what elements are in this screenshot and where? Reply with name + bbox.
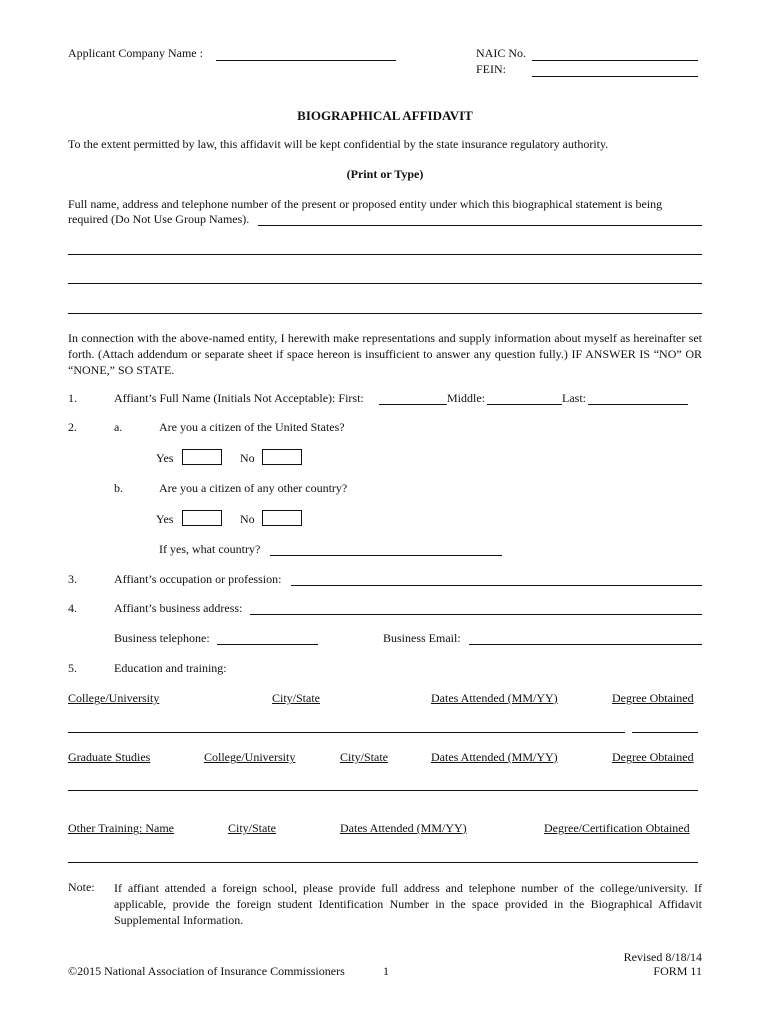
middle-label: Middle: xyxy=(447,391,485,405)
fein-field[interactable] xyxy=(532,76,698,77)
entity-instruction-line1: Full name, address and telephone number of the present or proposed entity under which this biographical statement is being xyxy=(68,197,663,211)
business-address-field[interactable] xyxy=(250,614,702,615)
graduate-header-degree: Degree Obtained xyxy=(612,750,694,764)
q2a-no-checkbox[interactable] xyxy=(262,449,302,465)
q2-number: 2. xyxy=(68,420,77,434)
graduate-header-studies: Graduate Studies xyxy=(68,750,151,764)
other-header-name: Other Training: Name xyxy=(68,821,174,835)
q5-number: 5. xyxy=(68,661,77,675)
q2b-no-label: No xyxy=(240,512,255,526)
last-label: Last: xyxy=(562,391,586,405)
q1-label: Affiant’s Full Name (Initials Not Acceptable): First: xyxy=(114,391,364,405)
confidential-note: To the extent permitted by law, this affidavit will be kept confidential by the state insurance regulatory authority. xyxy=(68,137,609,151)
entity-field-line-2[interactable] xyxy=(68,254,702,255)
q2a-yes-label: Yes xyxy=(156,451,174,465)
business-telephone-field[interactable] xyxy=(217,644,318,645)
q3-label: Affiant’s occupation or profession: xyxy=(114,572,282,586)
q2b-yes-label: Yes xyxy=(156,512,174,526)
footer-copyright: ©2015 National Association of Insurance Commissioners xyxy=(68,964,345,978)
footer-form-number: FORM 11 xyxy=(653,964,702,978)
college-header-dates: Dates Attended (MM/YY) xyxy=(431,691,558,705)
entity-field-line-4[interactable] xyxy=(68,313,702,314)
other-header-city: City/State xyxy=(228,821,276,835)
q4-number: 4. xyxy=(68,601,77,615)
footer-page-number: 1 xyxy=(383,964,389,978)
other-header-dates: Dates Attended (MM/YY) xyxy=(340,821,467,835)
note-text: If affiant attended a foreign school, please provide full address and telephone number of the college/university. If applicable, provide the foreign student Identification Number in the space provided in the Biographical Affidavit Supplemental Information. xyxy=(114,881,702,927)
q4-label: Affiant’s business address: xyxy=(114,601,243,615)
entity-field-line-3[interactable] xyxy=(68,283,702,284)
graduate-entry-line[interactable] xyxy=(68,790,698,791)
representation-paragraph: In connection with the above-named entity, I herewith make representations and supply information about myself as hereinafter set forth. (Attach addendum or separate sheet if space hereon is insufficient to answer any question fully.) IF ANSWER IS “NO” OR “NONE,” SO STATE. xyxy=(68,331,702,377)
q2a-yes-checkbox[interactable] xyxy=(182,449,222,465)
footer-revised: Revised 8/18/14 xyxy=(623,950,702,964)
college-header-city: City/State xyxy=(272,691,320,705)
middle-name-field[interactable] xyxy=(487,404,562,405)
entity-instruction-line2: required (Do Not Use Group Names). xyxy=(68,212,250,226)
other-country-label: If yes, what country? xyxy=(159,542,261,556)
page-title: BIOGRAPHICAL AFFIDAVIT xyxy=(297,108,473,123)
entity-field-line-1[interactable] xyxy=(258,225,702,226)
business-telephone-label: Business telephone: xyxy=(114,631,210,645)
applicant-company-field[interactable] xyxy=(216,60,396,61)
naic-field[interactable] xyxy=(532,60,698,61)
note-label: Note: xyxy=(68,880,95,894)
q2b-letter: b. xyxy=(114,481,123,495)
naic-label: NAIC No. xyxy=(476,46,526,60)
applicant-company-label: Applicant Company Name : xyxy=(68,46,203,60)
occupation-field[interactable] xyxy=(291,585,702,586)
q2a-letter: a. xyxy=(114,420,123,434)
other-entry-line[interactable] xyxy=(68,862,698,863)
business-email-label: Business Email: xyxy=(383,631,461,645)
graduate-header-college: College/University xyxy=(204,750,296,764)
college-entry-line[interactable] xyxy=(68,732,625,733)
fein-label: FEIN: xyxy=(476,62,506,76)
last-name-field[interactable] xyxy=(588,404,688,405)
other-header-degree: Degree/Certification Obtained xyxy=(544,821,690,835)
graduate-header-dates: Dates Attended (MM/YY) xyxy=(431,750,558,764)
business-email-field[interactable] xyxy=(469,644,702,645)
graduate-header-city: City/State xyxy=(340,750,388,764)
q2a-question: Are you a citizen of the United States? xyxy=(159,420,345,434)
other-country-field[interactable] xyxy=(270,555,502,556)
q2b-yes-checkbox[interactable] xyxy=(182,510,222,526)
college-header-degree: Degree Obtained xyxy=(612,691,694,705)
q2b-no-checkbox[interactable] xyxy=(262,510,302,526)
q5-label: Education and training: xyxy=(114,661,227,675)
q2b-question: Are you a citizen of any other country? xyxy=(159,481,348,495)
print-or-type: (Print or Type) xyxy=(346,167,424,181)
q1-number: 1. xyxy=(68,391,77,405)
college-header-college: College/University xyxy=(68,691,160,705)
first-name-field[interactable] xyxy=(379,404,447,405)
college-degree-line[interactable] xyxy=(632,732,698,733)
q3-number: 3. xyxy=(68,572,77,586)
q2a-no-label: No xyxy=(240,451,255,465)
